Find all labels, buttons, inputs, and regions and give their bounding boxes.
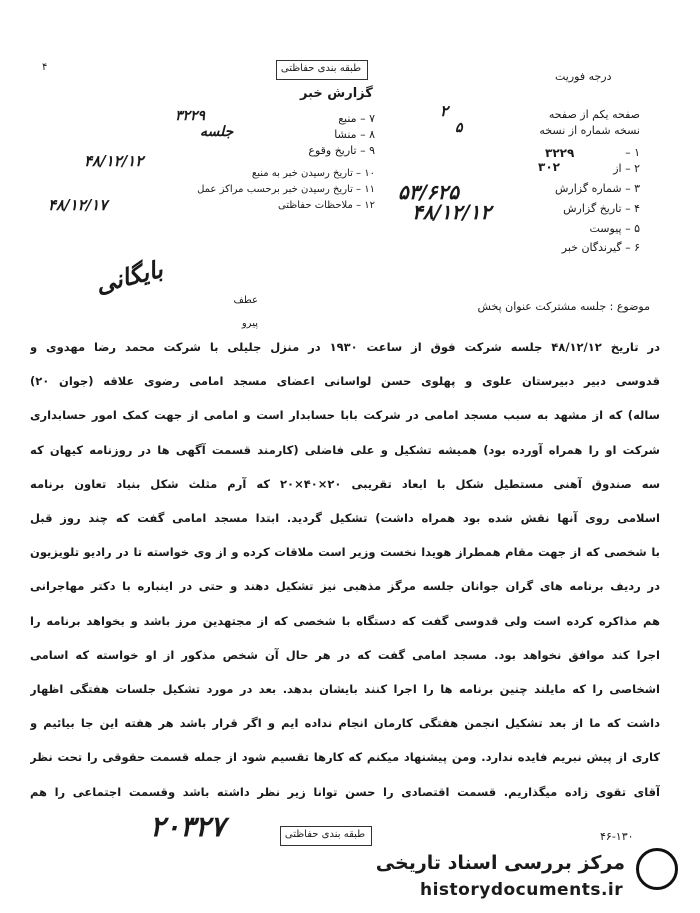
classification-label-bottom: طبقه بندی حفاظتی <box>284 829 366 840</box>
body-line: آقای تقوی زاده میگذاریم. قسمت اقتصادی را حسن توانا زیر نظر داشته باشد وقسمت اجتماعی را هم <box>30 784 660 799</box>
body-line: ساله) که از مشهد به سبب مسجد امامی در شرکت بابا حسابدار است و امامی از جهت کمک امور حسابداری <box>30 408 660 423</box>
field-2-value: ۳۰۲ <box>538 160 560 174</box>
field-origin-value: جلسه <box>200 124 234 140</box>
subject-line <box>380 300 650 313</box>
field-source-label: ۷ – منبع <box>338 112 375 125</box>
report-date-value: ۴۸/۱۲/۱۲ <box>412 200 492 224</box>
priority-label: درجه فوریت <box>555 70 612 83</box>
action-label: عطف <box>233 295 258 306</box>
field-attachment-label: ۵ – پیوست <box>589 222 640 235</box>
body-line: با شخصی که از جهت مقام همطراز هویدا نخست وزیر است ملاقات کرده و از وی خواسته تا در رادیو تلویزیون <box>30 545 660 560</box>
field-origin-label: ۸ – منشا <box>334 128 375 141</box>
field-event-date-label: ۹ – تاریخ وقوع <box>308 144 375 157</box>
archive-logo-icon <box>636 848 678 890</box>
field-remarks-label: ۱۲ – ملاحظات حفاظتی <box>277 200 375 211</box>
body-line: قدوسی دبیر دبیرستان علوی و پهلوی حسن لواسانی اعضای مسجد امامی رضوی علاقه (جوان ۲۰) <box>30 374 660 389</box>
field-copy-value: ۵ <box>455 120 463 136</box>
corner-mark: ۴ <box>42 62 48 73</box>
field-event-date-value: ۴۸/۱۲/۱۲ <box>84 152 144 170</box>
field-remarks-value: ۴۸/۱۲/۱۷ <box>48 196 108 214</box>
field-received-source-label: ۱۰ – تاریخ رسیدن خبر به منبع <box>251 168 375 179</box>
body-line: در تاریخ ۴۸/۱۲/۱۲ جلسه شرکت فوق از ساعت ۱۹۳۰ در منزل جلیلی با شرکت محمد رضا مهدوی و <box>30 340 660 354</box>
field-1-label: ۱ – <box>625 146 640 159</box>
subject-label: موضوع : <box>609 300 650 313</box>
handwritten-footer-number: ۲۰۳۲۷ <box>150 810 226 843</box>
field-page-label: صفحه یکم از صفحه <box>548 108 640 121</box>
field-report-date-label: ۴ – تاریخ گزارش <box>563 202 640 215</box>
classification-label: طبقه بندی حفاظتی <box>280 63 362 74</box>
body-line: در ردیف برنامه های گران جوانان جلسه مرگز مذهبی نیز تشکیل دهند و حتی در اینباره با دکتر مهاجرانی <box>30 579 660 594</box>
field-2-label: ۲ – از <box>613 162 640 175</box>
field-copy-label: نسخه شماره از نسخه <box>539 124 640 137</box>
body-line: اشخاصی را که مایلند چنین برنامه ها را اجرا کنند بایشان بدهد. بعد در مورد تشکیل جلسات هفتگی اظهار <box>30 682 660 696</box>
body-line: داشت که ما از بعد تشکیل انجمن هفتگی کارمان انجام نداده ایم و اگر قرار باشد هر هفته این جا بیائیم و <box>30 716 660 731</box>
field-1-value: ۳۲۲۹ <box>545 146 575 160</box>
watermark-title: مرکز بررسی اسناد تاریخی <box>375 852 625 874</box>
field-recipients-label: ۶ – گیرندگان خبر <box>561 241 640 254</box>
form-code: ۴۶-۱۳۰ <box>600 830 634 843</box>
field-page-value: ۲ <box>440 102 449 120</box>
body-line: شرکت او را همراه آورده بود) همیشه تشکیل و علی فاضلی (کارمند قسمت آگهی ها در روزنامه کیهان که <box>30 442 660 457</box>
follow-label: پیرو <box>241 318 258 329</box>
body-line: اسلامی روی آنها نقش شده بود همراه داشت) تشکیل گردید. ابتدا مسجد امامی گفت که چند روز قبل <box>30 511 660 525</box>
field-report-number-label: ۳ – شماره گزارش <box>554 182 640 195</box>
field-source-value: ۳۲۲۹ <box>175 108 206 124</box>
report-number-value: ۵۳/۶۲۵ <box>398 180 460 204</box>
subject-value: جلسه مشترکت عنوان پخش <box>477 300 607 313</box>
watermark-url: historydocuments.ir <box>420 880 624 900</box>
field-received-center-label: ۱۱ – تاریخ رسیدن خبر برحسب مراکز عمل <box>197 184 375 195</box>
handwritten-notation: بایگانی <box>92 254 166 299</box>
body-line: اجرا کند موافق نخواهد بود. مسجد امامی گفت که در هر حال آن شخص مذکور از او خواسته که اسامی <box>30 647 660 662</box>
body-line: کاری از پیش نبریم فایده ندارد. ومن پیشنهاد میکنم که کارها تقسیم شود از جمله قسمت حقوقی را تحت نظر <box>30 750 660 765</box>
body-line: هم مذاکره کرده است ولی قدوسی گفت که دستگاه با شخصی که از مجتهدین مرز باشد و بخواهد برنامه را <box>30 613 660 628</box>
report-title: گزارش خبر <box>300 86 373 101</box>
body-line: سه صندوق آهنی مستطیل شکل با ابعاد تقریبی ۲۰×۴۰×۲۰ که آرم مثلث شکل بنیاد تعاون برنامه <box>30 476 660 491</box>
